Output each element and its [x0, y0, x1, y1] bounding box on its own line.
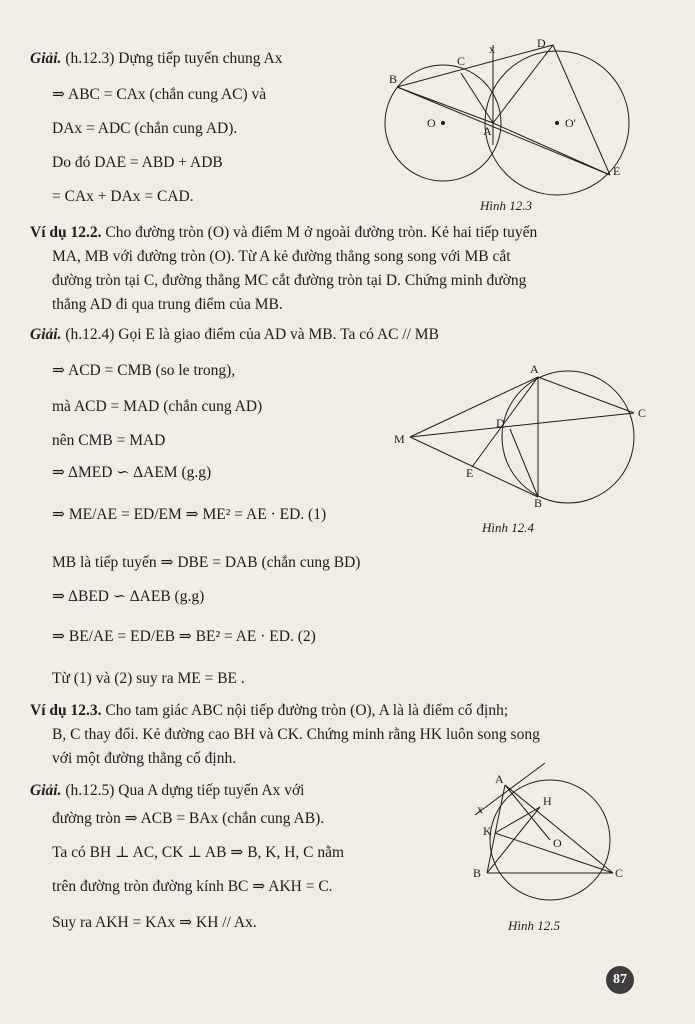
figure-caption: Hình 12.4: [482, 520, 534, 535]
text-line: MB là tiếp tuyến ⇒ DBE = DAB (chắn cung BD): [52, 554, 361, 571]
text-line: Suy ra AKH = KAx ⇒ KH // Ax.: [52, 914, 257, 931]
text-line: MA, MB với đường tròn (O). Từ A kẻ đường thẳng song song với MB cắt: [52, 248, 511, 265]
label-h: H: [543, 794, 552, 808]
figure-caption: Hình 12.3: [480, 198, 532, 213]
text-line: Từ (1) và (2) suy ra ME = BE .: [52, 670, 245, 687]
label-b: B: [389, 72, 398, 86]
text-line: Ta có BH ⊥ AC, CK ⊥ AB ⇒ B, K, H, C nằm: [52, 844, 345, 861]
label-b: B: [534, 496, 543, 510]
text-line: Giải. (h.12.5) Qua A dựng tiếp tuyến Ax với: [30, 782, 305, 799]
label-o: O: [427, 116, 436, 130]
text-line: Giải. (h.12.4) Gọi E là giao điểm của AD và MB. Ta có AC // MB: [30, 326, 439, 343]
text-line: đường tròn ⇒ ACB = BAx (chắn cung AB).: [52, 810, 325, 827]
label-x: x: [477, 802, 483, 816]
figure-12-4: [390, 362, 660, 510]
text-line: B, C thay đổi. Kẻ đường cao BH và CK. Chứng minh rằng HK luôn song song: [52, 726, 540, 743]
label-a: A: [495, 772, 504, 786]
page-number: 87: [606, 966, 634, 994]
text-line: ⇒ BE/AE = ED/EB ⇒ BE² = AE · ED. (2): [52, 628, 316, 645]
label-o: O: [553, 836, 562, 850]
circle-o: [502, 371, 634, 503]
label-o-prime: O': [565, 116, 576, 130]
text-line: Giải. (h.12.3) Dựng tiếp tuyến chung Ax: [30, 50, 283, 67]
text-line: = CAx + DAx = CAD.: [52, 188, 194, 205]
label-d: D: [496, 416, 505, 430]
text-line: ⇒ ACD = CMB (so le trong),: [52, 362, 236, 379]
label-m: M: [394, 432, 405, 446]
label-k: K: [483, 824, 492, 838]
text-line: thẳng AD đi qua trung điểm của MB.: [52, 296, 283, 313]
label-a: A: [483, 124, 492, 138]
label-c: C: [457, 54, 466, 68]
text-line: DAx = ADC (chắn cung AD).: [52, 120, 238, 137]
label-b: B: [473, 866, 482, 880]
text-line: mà ACD = MAD (chắn cung AD): [52, 398, 263, 415]
text-line: Ví dụ 12.2. Cho đường tròn (O) và điểm M ở ngoài đường tròn. Kẻ hai tiếp tuyến: [30, 224, 538, 241]
figure-caption: Hình 12.5: [508, 918, 560, 933]
label-c: C: [638, 406, 647, 420]
text-line: Do đó DAE = ABD + ADB: [52, 154, 223, 171]
label-e: E: [466, 466, 474, 480]
text-line: ⇒ ME/AE = ED/EM ⇒ ME² = AE · ED. (1): [52, 506, 327, 523]
text-line: nên CMB = MAD: [52, 432, 166, 449]
label-d: D: [537, 36, 546, 50]
text-line: ⇒ ABC = CAx (chắn cung AC) và: [52, 86, 267, 103]
label-c: C: [615, 866, 624, 880]
text-line: với một đường thẳng cố định.: [52, 750, 237, 767]
text-line: Ví dụ 12.3. Cho tam giác ABC nội tiếp đường tròn (O), A là là điểm cố định;: [30, 702, 509, 719]
text-line: trên đường tròn đường kính BC ⇒ AKH = C.: [52, 878, 333, 895]
figure-12-5: [465, 755, 655, 915]
text-line: đường tròn tại C, đường thẳng MC cắt đường tròn tại D. Chứng minh đường: [52, 272, 527, 289]
text-line: ⇒ ΔMED ∽ ΔAEM (g.g): [52, 464, 212, 481]
figure-12-3: [385, 35, 685, 200]
label-x: x: [489, 42, 495, 56]
text-line: ⇒ ΔBED ∽ ΔAEB (g.g): [52, 588, 205, 605]
label-a: A: [530, 362, 539, 376]
label-e: E: [613, 164, 621, 178]
